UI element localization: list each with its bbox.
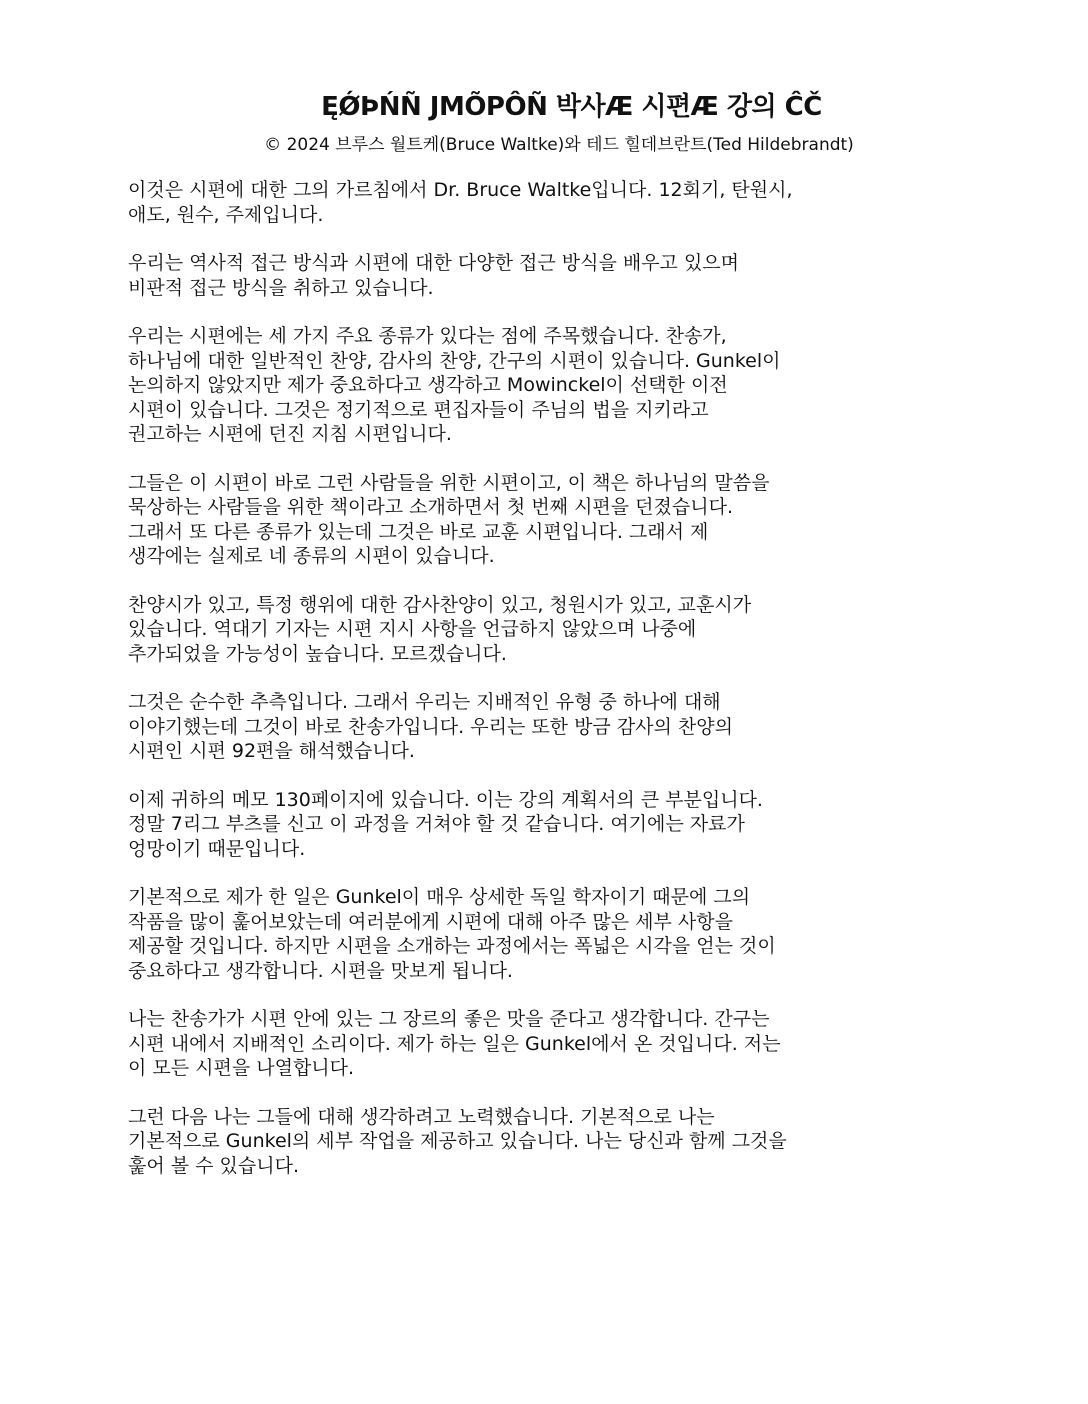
paragraph [128, 1007, 928, 1081]
text-line: 논의하지 않았지만 제가 중요하다고 생각하고 Mowinckel이 선택한 이전 [128, 374, 728, 396]
text-line: 그것은 순수한 추측입니다. 그래서 우리는 지배적인 유형 중 하나에 대해 [128, 691, 721, 713]
text-line: 추가되었을 가능성이 높습니다. 모르겠습니다. [128, 642, 507, 665]
text-line: 그래서 또 다른 종류가 있는데 그것은 바로 교훈 시편입니다. 그래서 제 [128, 520, 709, 543]
paragraph [128, 885, 928, 983]
copyright-line: © 2024 브루스 월트케(Bruce Waltke)와 테드 힐데브란트(Ted Hildebrandt) [264, 135, 854, 155]
text-line: 이것은 시편에 대한 그의 가르침에서 Dr. Bruce Waltke입니다. 12회기, 탄원시, [128, 179, 793, 201]
text-line: 우리는 시편에는 세 가지 주요 종류가 있다는 점에 주목했습니다. 찬송가, [128, 325, 727, 347]
text-line: 그들은 이 시편이 바로 그런 사람들을 위한 시편이고, 이 책은 하나님의 말씀을 [128, 471, 770, 494]
text-line: 하나님에 대한 일반적인 찬양, 감사의 찬양, 간구의 시편이 있습니다. Gunkel이 [128, 349, 781, 372]
text-line: 기본적으로 Gunkel의 세부 작업을 제공하고 있습니다. 나는 당신과 함께 그것을 [128, 1130, 787, 1152]
text-line: 이 모든 시편을 나열합니다. [128, 1057, 355, 1079]
text-line: 애도, 원수, 주제입니다. [128, 203, 324, 226]
paragraph [128, 471, 928, 569]
text-line: 제공할 것입니다. 하지만 시편을 소개하는 과정에서는 폭넓은 시각을 얻는 것이 [128, 935, 776, 957]
text-line: 권고하는 시편에 던진 지침 시편입니다. [128, 423, 452, 445]
paragraph [128, 178, 928, 227]
text-line: 묵상하는 사람들을 위한 책이라고 소개하면서 첫 번째 시편을 던졌습니다. [128, 496, 733, 518]
text-line: 시편 내에서 지배적인 소리이다. 제가 하는 일은 Gunkel에서 온 것입니다. 저는 [128, 1032, 781, 1055]
text-line: 시편이 있습니다. 그것은 정기적으로 편집자들이 주님의 법을 지키라고 [128, 398, 709, 421]
text-line: 기본적으로 제가 한 일은 Gunkel이 매우 상세한 독일 학자이기 때문에 그의 [128, 886, 751, 908]
document-title: ĘǾÞŃÑ JMÕPÔÑ 박사Æ 시편Æ 강의 ĈČ [321, 92, 822, 122]
text-line: 생각에는 실제로 네 종류의 시편이 있습니다. [128, 545, 495, 567]
text-line: 이야기했는데 그것이 바로 찬송가입니다. 우리는 또한 방금 감사의 찬양의 [128, 715, 733, 738]
text-line: 시편인 시편 92편을 해석했습니다. [128, 740, 415, 762]
text-line: 작품을 많이 훑어보았는데 여러분에게 시편에 대해 아주 많은 세부 사항을 [128, 910, 733, 933]
paragraph [128, 690, 928, 764]
paragraph [128, 593, 928, 667]
text-line: 나는 찬송가가 시편 안에 있는 그 장르의 좋은 맛을 준다고 생각합니다. 간구는 [128, 1008, 770, 1030]
text-line: 있습니다. 역대기 기자는 시편 지시 사항을 언급하지 않았으며 나중에 [128, 618, 697, 640]
text-line: 훑어 볼 수 있습니다. [128, 1154, 299, 1177]
paragraph [128, 251, 928, 300]
text-line: 엉망이기 때문입니다. [128, 837, 306, 860]
document-body [128, 178, 928, 1202]
text-line: 이제 귀하의 메모 130페이지에 있습니다. 이는 강의 계획서의 큰 부분입니다. [128, 788, 763, 811]
text-line: 비판적 접근 방식을 취하고 있습니다. [128, 276, 434, 299]
paragraph [128, 788, 928, 862]
text-line: 중요하다고 생각합니다. 시편을 맛보게 됩니다. [128, 959, 513, 982]
paragraph [128, 1105, 928, 1179]
text-line: 정말 7리그 부츠를 신고 이 과정을 거쳐야 할 것 같습니다. 여기에는 자료가 [128, 813, 745, 835]
text-line: 찬양시가 있고, 특정 행위에 대한 감사찬양이 있고, 청원시가 있고, 교훈시가 [128, 593, 752, 616]
paragraph [128, 324, 928, 447]
text-line: 그런 다음 나는 그들에 대해 생각하려고 노력했습니다. 기본적으로 나는 [128, 1105, 715, 1128]
text-line: 우리는 역사적 접근 방식과 시편에 대한 다양한 접근 방식을 배우고 있으며 [128, 252, 740, 274]
